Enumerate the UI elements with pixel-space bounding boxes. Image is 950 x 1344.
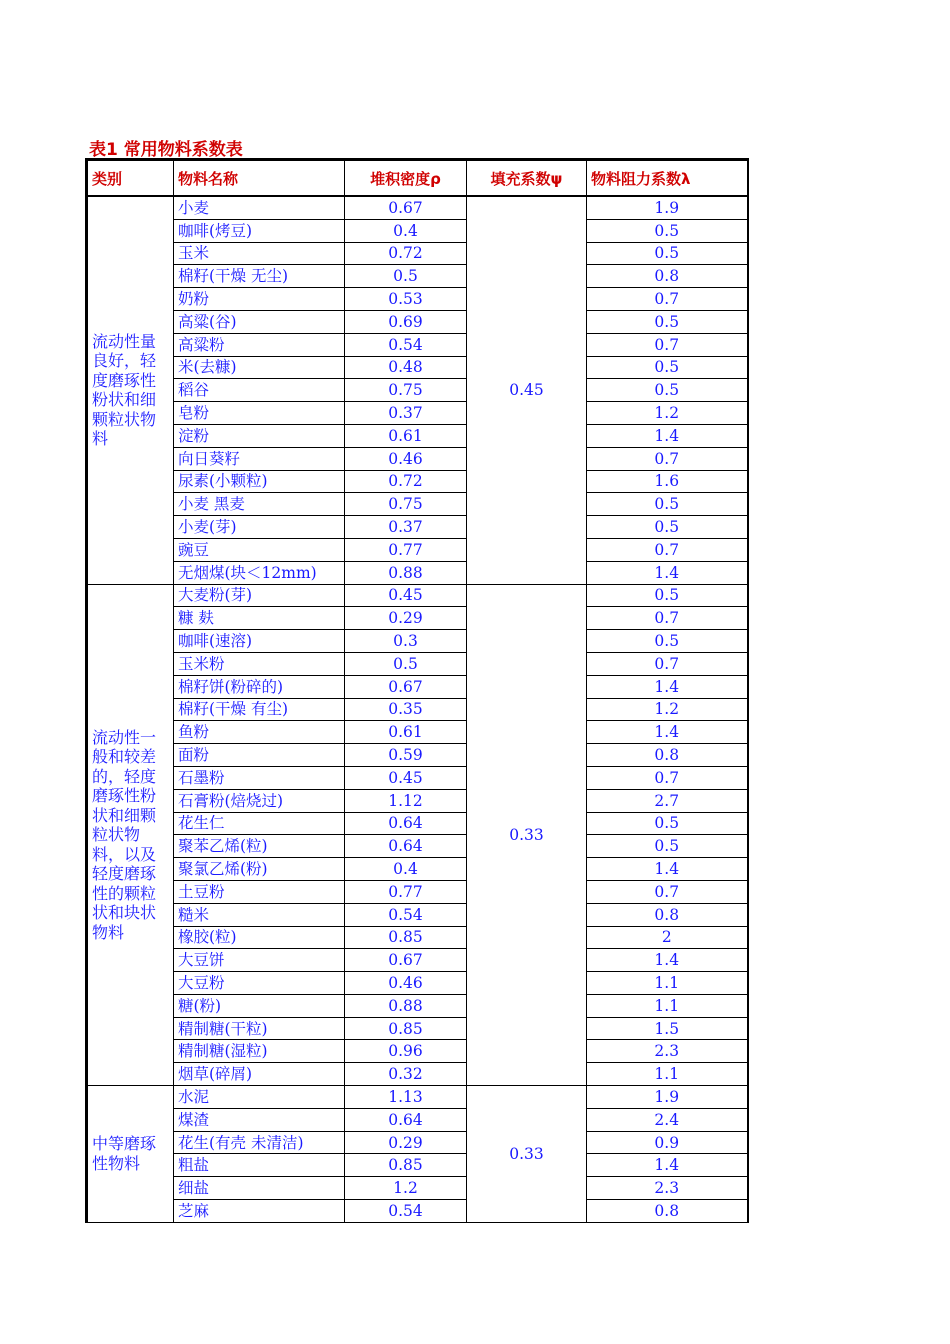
table-row [87, 219, 748, 242]
header-fill: 填充系数ψ [467, 160, 587, 197]
material-name-cell: 聚氯乙烯(粉) [174, 858, 345, 881]
table-row [87, 493, 748, 516]
lambda-cell: 0.5 [587, 812, 748, 835]
lambda-cell: 0.8 [587, 265, 748, 288]
lambda-cell: 0.9 [587, 1131, 748, 1154]
lambda-cell: 1.6 [587, 470, 748, 493]
material-name-cell: 豌豆 [174, 538, 345, 561]
material-name-cell: 鱼粉 [174, 721, 345, 744]
lambda-cell: 2.4 [587, 1108, 748, 1131]
table-row [87, 630, 748, 653]
density-cell: 0.45 [345, 766, 467, 789]
density-cell: 0.85 [345, 1017, 467, 1040]
lambda-cell: 1.2 [587, 698, 748, 721]
table-row [87, 1200, 748, 1223]
material-name-cell: 小麦(芽) [174, 516, 345, 539]
density-cell: 0.45 [345, 584, 467, 607]
lambda-cell: 0.5 [587, 242, 748, 265]
lambda-cell: 2.7 [587, 789, 748, 812]
lambda-cell: 1.4 [587, 858, 748, 881]
material-name-cell: 石膏粉(焙烧过) [174, 789, 345, 812]
density-cell: 0.35 [345, 698, 467, 721]
material-name-cell: 面粉 [174, 744, 345, 767]
lambda-cell: 0.5 [587, 493, 748, 516]
table-row [87, 926, 748, 949]
lambda-cell: 1.9 [587, 1086, 748, 1109]
material-name-cell: 花生仁 [174, 812, 345, 835]
density-cell: 0.4 [345, 219, 467, 242]
table-row [87, 721, 748, 744]
density-cell: 0.77 [345, 880, 467, 903]
density-cell: 0.61 [345, 424, 467, 447]
material-name-cell: 糖(粉) [174, 994, 345, 1017]
header-density: 堆积密度ρ [345, 160, 467, 197]
lambda-cell: 0.5 [587, 835, 748, 858]
lambda-cell: 0.7 [587, 333, 748, 356]
table-row [87, 470, 748, 493]
density-cell: 0.37 [345, 402, 467, 425]
material-name-cell: 聚苯乙烯(粒) [174, 835, 345, 858]
density-cell: 0.53 [345, 288, 467, 311]
lambda-cell: 2.3 [587, 1177, 748, 1200]
lambda-cell: 0.7 [587, 447, 748, 470]
table-row [87, 994, 748, 1017]
category-cell: 流动性一般和较差的，轻度磨琢性粉状和细颗粒状物料，以及轻度磨琢性的颗粒状和块状物料 [87, 584, 174, 1086]
material-name-cell: 咖啡(烤豆) [174, 219, 345, 242]
material-name-cell: 芝麻 [174, 1200, 345, 1223]
table-row [87, 516, 748, 539]
density-cell: 0.61 [345, 721, 467, 744]
density-cell: 0.77 [345, 538, 467, 561]
material-name-cell: 棉籽饼(粉碎的) [174, 675, 345, 698]
lambda-cell: 0.7 [587, 880, 748, 903]
material-name-cell: 细盐 [174, 1177, 345, 1200]
table-row [87, 1040, 748, 1063]
table-row [87, 949, 748, 972]
table-row [87, 789, 748, 812]
lambda-cell: 1.1 [587, 972, 748, 995]
table-row [87, 584, 748, 607]
material-name-cell: 粗盐 [174, 1154, 345, 1177]
material-name-cell: 尿素(小颗粒) [174, 470, 345, 493]
category-cell: 中等磨琢性物料 [87, 1086, 174, 1223]
material-name-cell: 向日葵籽 [174, 447, 345, 470]
material-name-cell: 大豆粉 [174, 972, 345, 995]
lambda-cell: 1.4 [587, 424, 748, 447]
density-cell: 0.4 [345, 858, 467, 881]
table-row [87, 766, 748, 789]
lambda-cell: 0.7 [587, 288, 748, 311]
density-cell: 0.67 [345, 949, 467, 972]
fill-coefficient-cell: 0.33 [467, 1086, 587, 1223]
density-cell: 0.29 [345, 1131, 467, 1154]
density-cell: 0.54 [345, 1200, 467, 1223]
table-row [87, 402, 748, 425]
table-row [87, 744, 748, 767]
density-cell: 0.54 [345, 333, 467, 356]
lambda-cell: 1.4 [587, 561, 748, 584]
density-cell: 0.64 [345, 812, 467, 835]
lambda-cell: 1.2 [587, 402, 748, 425]
category-cell: 流动性量良好，轻度磨琢性粉状和细颗粒状物料 [87, 196, 174, 584]
lambda-cell: 0.8 [587, 903, 748, 926]
density-cell: 0.5 [345, 265, 467, 288]
material-name-cell: 棉籽(干燥 无尘) [174, 265, 345, 288]
density-cell: 0.3 [345, 630, 467, 653]
lambda-cell: 0.7 [587, 652, 748, 675]
lambda-cell: 2.3 [587, 1040, 748, 1063]
table-row [87, 698, 748, 721]
lambda-cell: 0.7 [587, 538, 748, 561]
density-cell: 0.88 [345, 994, 467, 1017]
material-name-cell: 煤渣 [174, 1108, 345, 1131]
lambda-cell: 0.7 [587, 766, 748, 789]
material-name-cell: 高粱粉 [174, 333, 345, 356]
table-row [87, 356, 748, 379]
lambda-cell: 0.5 [587, 379, 748, 402]
table-row [87, 447, 748, 470]
material-name-cell: 糙米 [174, 903, 345, 926]
density-cell: 1.2 [345, 1177, 467, 1200]
density-cell: 0.72 [345, 470, 467, 493]
lambda-cell: 0.5 [587, 310, 748, 333]
lambda-cell: 0.8 [587, 1200, 748, 1223]
header-category: 类别 [87, 160, 174, 197]
density-cell: 1.13 [345, 1086, 467, 1109]
table-row [87, 1131, 748, 1154]
table-row [87, 288, 748, 311]
table-row [87, 561, 748, 584]
material-name-cell: 咖啡(速溶) [174, 630, 345, 653]
lambda-cell: 0.7 [587, 607, 748, 630]
table-row [87, 1177, 748, 1200]
material-name-cell: 高粱(谷) [174, 310, 345, 333]
lambda-cell: 0.5 [587, 630, 748, 653]
density-cell: 0.85 [345, 1154, 467, 1177]
material-name-cell: 玉米粉 [174, 652, 345, 675]
material-name-cell: 皂粉 [174, 402, 345, 425]
density-cell: 0.69 [345, 310, 467, 333]
density-cell: 0.88 [345, 561, 467, 584]
material-name-cell: 小麦 黑麦 [174, 493, 345, 516]
material-name-cell: 稻谷 [174, 379, 345, 402]
material-name-cell: 无烟煤(块＜12mm) [174, 561, 345, 584]
lambda-cell: 1.1 [587, 1063, 748, 1086]
table-row [87, 196, 748, 219]
lambda-cell: 0.8 [587, 744, 748, 767]
density-cell: 0.67 [345, 196, 467, 219]
table-row [87, 607, 748, 630]
lambda-cell: 1.4 [587, 721, 748, 744]
material-name-cell: 大麦粉(芽) [174, 584, 345, 607]
density-cell: 0.32 [345, 1063, 467, 1086]
material-name-cell: 水泥 [174, 1086, 345, 1109]
fill-coefficient-cell: 0.33 [467, 584, 587, 1086]
density-cell: 0.5 [345, 652, 467, 675]
table-row [87, 1063, 748, 1086]
material-name-cell: 淀粉 [174, 424, 345, 447]
material-name-cell: 大豆饼 [174, 949, 345, 972]
material-name-cell: 土豆粉 [174, 880, 345, 903]
material-name-cell: 花生(有壳 未清洁) [174, 1131, 345, 1154]
table-title: 表1 常用物料系数表 [89, 140, 243, 160]
fill-coefficient-cell: 0.45 [467, 196, 587, 584]
material-name-cell: 烟草(碎屑) [174, 1063, 345, 1086]
lambda-cell: 1.4 [587, 949, 748, 972]
table-row [87, 333, 748, 356]
material-name-cell: 糠 麸 [174, 607, 345, 630]
header-row [87, 160, 748, 197]
density-cell: 0.54 [345, 903, 467, 926]
table-row [87, 675, 748, 698]
lambda-cell: 0.5 [587, 584, 748, 607]
table-row [87, 880, 748, 903]
table-row [87, 265, 748, 288]
table-row [87, 652, 748, 675]
material-name-cell: 精制糖(干粒) [174, 1017, 345, 1040]
table-row [87, 812, 748, 835]
table-row [87, 1017, 748, 1040]
density-cell: 0.75 [345, 379, 467, 402]
table-row [87, 242, 748, 265]
table-row [87, 1086, 748, 1109]
material-name-cell: 玉米 [174, 242, 345, 265]
header-lambda: 物料阻力系数λ [587, 160, 748, 197]
material-coefficient-table [85, 158, 749, 1223]
lambda-cell: 1.5 [587, 1017, 748, 1040]
material-name-cell: 奶粉 [174, 288, 345, 311]
table-row [87, 858, 748, 881]
material-name-cell: 精制糖(湿粒) [174, 1040, 345, 1063]
density-cell: 0.59 [345, 744, 467, 767]
table-row [87, 1154, 748, 1177]
table-row [87, 310, 748, 333]
lambda-cell: 1.9 [587, 196, 748, 219]
density-cell: 1.12 [345, 789, 467, 812]
material-name-cell: 小麦 [174, 196, 345, 219]
table-row [87, 835, 748, 858]
table-body [87, 196, 748, 1222]
table-row [87, 379, 748, 402]
density-cell: 0.48 [345, 356, 467, 379]
material-name-cell: 棉籽(干燥 有尘) [174, 698, 345, 721]
table-row [87, 903, 748, 926]
lambda-cell: 0.5 [587, 356, 748, 379]
density-cell: 0.46 [345, 972, 467, 995]
header-name: 物料名称 [174, 160, 345, 197]
table-row [87, 424, 748, 447]
lambda-cell: 1.4 [587, 1154, 748, 1177]
lambda-cell: 0.5 [587, 219, 748, 242]
lambda-cell: 2 [587, 926, 748, 949]
density-cell: 0.72 [345, 242, 467, 265]
density-cell: 0.75 [345, 493, 467, 516]
material-name-cell: 米(去糠) [174, 356, 345, 379]
density-cell: 0.85 [345, 926, 467, 949]
table-row [87, 1108, 748, 1131]
density-cell: 0.64 [345, 1108, 467, 1131]
table-row [87, 972, 748, 995]
material-name-cell: 橡胶(粒) [174, 926, 345, 949]
density-cell: 0.67 [345, 675, 467, 698]
density-cell: 0.64 [345, 835, 467, 858]
density-cell: 0.96 [345, 1040, 467, 1063]
density-cell: 0.29 [345, 607, 467, 630]
density-cell: 0.37 [345, 516, 467, 539]
lambda-cell: 0.5 [587, 516, 748, 539]
density-cell: 0.46 [345, 447, 467, 470]
lambda-cell: 1.1 [587, 994, 748, 1017]
material-name-cell: 石墨粉 [174, 766, 345, 789]
lambda-cell: 1.4 [587, 675, 748, 698]
table-row [87, 538, 748, 561]
